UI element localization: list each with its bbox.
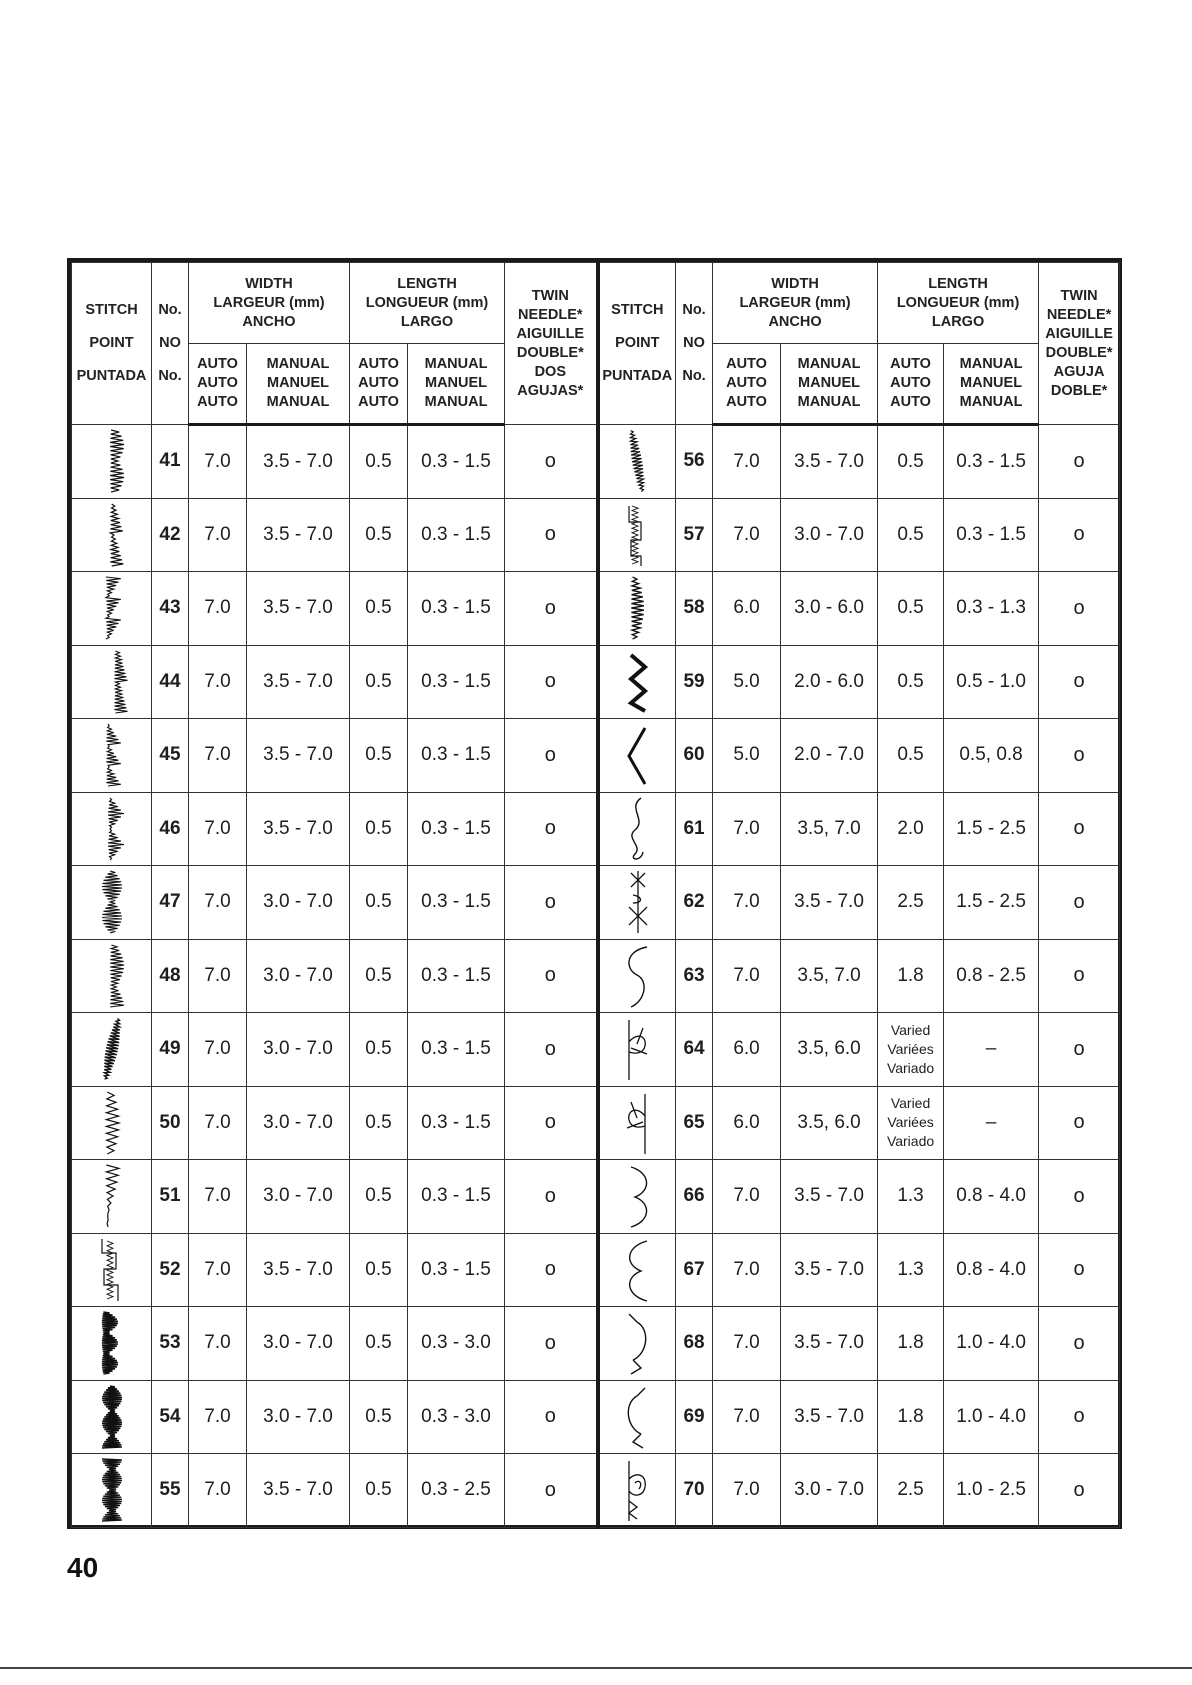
stitch-number: 66 bbox=[676, 1160, 713, 1234]
table-row bbox=[72, 1307, 1120, 1381]
width-manual: 3.5 - 7.0 bbox=[247, 792, 350, 866]
stitch-61-icon bbox=[607, 794, 667, 864]
stitch-58-icon bbox=[607, 573, 667, 643]
stitch-icon-cell bbox=[598, 1380, 676, 1454]
width-manual: 3.0 - 7.0 bbox=[781, 498, 878, 572]
width-auto: 7.0 bbox=[189, 572, 247, 646]
stitch-number: 60 bbox=[676, 719, 713, 793]
twin-needle-mark: o bbox=[505, 572, 598, 646]
width-manual: 3.5 - 7.0 bbox=[781, 1160, 878, 1234]
width-auto: 7.0 bbox=[189, 498, 247, 572]
length-auto: 0.5 bbox=[350, 1160, 408, 1234]
stitch-icon-cell bbox=[72, 1233, 152, 1307]
width-manual: 3.0 - 7.0 bbox=[247, 1380, 350, 1454]
table-row bbox=[72, 1013, 1120, 1087]
width-manual: 3.5 - 7.0 bbox=[781, 1233, 878, 1307]
stitch-icon-cell bbox=[598, 866, 676, 940]
stitch-48-icon bbox=[82, 941, 142, 1011]
width-manual: 3.0 - 7.0 bbox=[247, 1013, 350, 1087]
length-manual: 1.5 - 2.5 bbox=[944, 866, 1039, 940]
length-auto: 0.5 bbox=[350, 1013, 408, 1087]
length-auto: 0.5 bbox=[350, 1307, 408, 1381]
width-auto: 7.0 bbox=[713, 866, 781, 940]
length-auto-varied: Variado bbox=[886, 1059, 935, 1076]
stitch-icon-cell bbox=[72, 866, 152, 940]
header-length: LENGTH LONGUEUR (mm) LARGO bbox=[350, 263, 505, 344]
length-auto bbox=[878, 1086, 944, 1160]
length-manual: 0.3 - 1.5 bbox=[408, 1160, 505, 1234]
width-auto: 7.0 bbox=[713, 425, 781, 499]
table-row bbox=[72, 572, 1120, 646]
length-auto: 0.5 bbox=[350, 645, 408, 719]
width-manual: 3.5 - 7.0 bbox=[781, 1380, 878, 1454]
length-auto: 1.8 bbox=[878, 939, 944, 1013]
length-manual: 0.8 - 4.0 bbox=[944, 1160, 1039, 1234]
length-manual: – bbox=[944, 1013, 1039, 1087]
width-auto: 7.0 bbox=[713, 1233, 781, 1307]
length-manual: 0.3 - 1.5 bbox=[408, 425, 505, 499]
length-auto: 2.0 bbox=[878, 792, 944, 866]
table-row bbox=[72, 1380, 1120, 1454]
width-manual: 3.5 - 7.0 bbox=[247, 1233, 350, 1307]
width-auto: 7.0 bbox=[189, 1454, 247, 1528]
twin-needle-mark: o bbox=[505, 1013, 598, 1087]
header-width: WIDTH LARGEUR (mm) ANCHO bbox=[713, 263, 878, 344]
twin-needle-mark: o bbox=[1039, 1160, 1120, 1234]
width-auto: 7.0 bbox=[713, 1380, 781, 1454]
stitch-icon-cell bbox=[598, 498, 676, 572]
width-manual: 2.0 - 6.0 bbox=[781, 645, 878, 719]
length-auto: 2.5 bbox=[878, 866, 944, 940]
length-manual: 0.3 - 2.5 bbox=[408, 1454, 505, 1528]
stitch-icon-cell bbox=[598, 939, 676, 1013]
length-manual: 0.5 - 1.0 bbox=[944, 645, 1039, 719]
stitch-icon-cell bbox=[72, 498, 152, 572]
stitch-icon-cell bbox=[598, 1233, 676, 1307]
table-row bbox=[72, 425, 1120, 499]
width-auto: 6.0 bbox=[713, 1086, 781, 1160]
stitch-number: 61 bbox=[676, 792, 713, 866]
width-auto: 7.0 bbox=[713, 939, 781, 1013]
twin-needle-mark: o bbox=[505, 425, 598, 499]
length-auto: 0.5 bbox=[350, 1454, 408, 1528]
length-auto: 0.5 bbox=[350, 939, 408, 1013]
header-length: LENGTH LONGUEUR (mm) LARGO bbox=[878, 263, 1039, 344]
width-auto: 7.0 bbox=[189, 645, 247, 719]
width-auto: 5.0 bbox=[713, 645, 781, 719]
stitch-icon-cell bbox=[72, 1013, 152, 1087]
stitch-46-icon bbox=[82, 794, 142, 864]
width-manual: 3.5, 6.0 bbox=[781, 1013, 878, 1087]
length-manual: 0.3 - 1.5 bbox=[408, 939, 505, 1013]
table-row bbox=[72, 1160, 1120, 1234]
length-manual: 0.3 - 1.5 bbox=[408, 792, 505, 866]
length-auto: 2.5 bbox=[878, 1454, 944, 1528]
stitch-number: 48 bbox=[152, 939, 189, 1013]
width-manual: 3.5, 6.0 bbox=[781, 1086, 878, 1160]
width-manual: 3.0 - 7.0 bbox=[781, 1454, 878, 1528]
header-auto: AUTO AUTO AUTO bbox=[189, 344, 247, 425]
width-auto: 7.0 bbox=[713, 792, 781, 866]
stitch-icon-cell bbox=[72, 719, 152, 793]
stitch-64-icon bbox=[607, 1014, 667, 1084]
stitch-table bbox=[71, 262, 1120, 1528]
length-auto: 0.5 bbox=[878, 425, 944, 499]
stitch-62-icon bbox=[607, 867, 667, 937]
width-auto: 7.0 bbox=[189, 1013, 247, 1087]
length-auto: 0.5 bbox=[350, 719, 408, 793]
length-manual: – bbox=[944, 1086, 1039, 1160]
header-twin-needle: TWIN NEEDLE* AIGUILLE DOUBLE* AGUJA DOBLE* bbox=[1039, 263, 1120, 425]
stitch-number: 67 bbox=[676, 1233, 713, 1307]
header-manual: MANUAL MANUEL MANUAL bbox=[781, 344, 878, 425]
twin-needle-mark: o bbox=[505, 1454, 598, 1528]
twin-needle-mark: o bbox=[1039, 1086, 1120, 1160]
twin-needle-mark: o bbox=[1039, 1454, 1120, 1528]
length-auto: 0.5 bbox=[350, 792, 408, 866]
length-manual: 0.8 - 2.5 bbox=[944, 939, 1039, 1013]
table-row bbox=[72, 939, 1120, 1013]
stitch-number: 57 bbox=[676, 498, 713, 572]
width-manual: 3.5 - 7.0 bbox=[247, 498, 350, 572]
length-manual: 0.3 - 1.5 bbox=[408, 1013, 505, 1087]
width-manual: 3.0 - 6.0 bbox=[781, 572, 878, 646]
twin-needle-mark: o bbox=[1039, 792, 1120, 866]
twin-needle-mark: o bbox=[505, 498, 598, 572]
stitch-number: 62 bbox=[676, 866, 713, 940]
length-auto: 1.8 bbox=[878, 1380, 944, 1454]
length-auto: 0.5 bbox=[878, 719, 944, 793]
stitch-number: 44 bbox=[152, 645, 189, 719]
stitch-54-icon bbox=[82, 1382, 142, 1452]
stitch-number: 68 bbox=[676, 1307, 713, 1381]
stitch-41-icon bbox=[82, 426, 142, 496]
width-auto: 7.0 bbox=[189, 939, 247, 1013]
width-auto: 6.0 bbox=[713, 1013, 781, 1087]
twin-needle-mark: o bbox=[505, 1233, 598, 1307]
table-row bbox=[72, 792, 1120, 866]
length-manual: 1.5 - 2.5 bbox=[944, 792, 1039, 866]
width-manual: 3.5, 7.0 bbox=[781, 792, 878, 866]
width-manual: 3.0 - 7.0 bbox=[247, 1086, 350, 1160]
twin-needle-mark: o bbox=[1039, 866, 1120, 940]
length-manual: 0.3 - 1.5 bbox=[408, 866, 505, 940]
stitch-icon-cell bbox=[598, 1307, 676, 1381]
width-manual: 3.5, 7.0 bbox=[781, 939, 878, 1013]
stitch-icon-cell bbox=[598, 719, 676, 793]
length-auto: 0.5 bbox=[350, 1380, 408, 1454]
table-row bbox=[72, 1233, 1120, 1307]
stitch-number: 53 bbox=[152, 1307, 189, 1381]
stitch-icon-cell bbox=[72, 1454, 152, 1528]
table-row bbox=[72, 1454, 1120, 1528]
stitch-number: 42 bbox=[152, 498, 189, 572]
twin-needle-mark: o bbox=[1039, 572, 1120, 646]
stitch-number: 52 bbox=[152, 1233, 189, 1307]
width-manual: 3.5 - 7.0 bbox=[247, 425, 350, 499]
width-auto: 7.0 bbox=[189, 1086, 247, 1160]
stitch-63-icon bbox=[607, 941, 667, 1011]
stitch-icon-cell bbox=[72, 1307, 152, 1381]
length-auto: 0.5 bbox=[878, 498, 944, 572]
stitch-number: 64 bbox=[676, 1013, 713, 1087]
length-auto: 0.5 bbox=[350, 425, 408, 499]
stitch-number: 54 bbox=[152, 1380, 189, 1454]
stitch-icon-cell bbox=[598, 572, 676, 646]
width-auto: 7.0 bbox=[713, 1307, 781, 1381]
stitch-number: 69 bbox=[676, 1380, 713, 1454]
stitch-52-icon bbox=[82, 1235, 142, 1305]
stitch-number: 63 bbox=[676, 939, 713, 1013]
header-width: WIDTH LARGEUR (mm) ANCHO bbox=[189, 263, 350, 344]
stitch-icon-cell bbox=[598, 1013, 676, 1087]
table-row bbox=[72, 866, 1120, 940]
length-auto: 1.3 bbox=[878, 1160, 944, 1234]
width-auto: 7.0 bbox=[189, 719, 247, 793]
length-manual: 0.3 - 1.5 bbox=[408, 645, 505, 719]
stitch-icon-cell bbox=[598, 425, 676, 499]
length-auto: 0.5 bbox=[350, 572, 408, 646]
header-stitch: STITCH POINT PUNTADA bbox=[598, 263, 676, 425]
width-auto: 7.0 bbox=[189, 792, 247, 866]
width-manual: 3.5 - 7.0 bbox=[781, 866, 878, 940]
width-manual: 3.0 - 7.0 bbox=[247, 1160, 350, 1234]
width-auto: 7.0 bbox=[189, 866, 247, 940]
stitch-number: 59 bbox=[676, 645, 713, 719]
length-manual: 1.0 - 2.5 bbox=[944, 1454, 1039, 1528]
width-manual: 3.5 - 7.0 bbox=[247, 645, 350, 719]
stitch-chart bbox=[67, 258, 1122, 1529]
header-stitch: STITCH POINT PUNTADA bbox=[72, 263, 152, 425]
stitch-69-icon bbox=[607, 1382, 667, 1452]
length-manual: 0.3 - 3.0 bbox=[408, 1307, 505, 1381]
width-manual: 3.5 - 7.0 bbox=[247, 572, 350, 646]
stitch-67-icon bbox=[607, 1235, 667, 1305]
length-auto-varied: Variado bbox=[886, 1133, 935, 1150]
twin-needle-mark: o bbox=[505, 1307, 598, 1381]
length-manual: 1.0 - 4.0 bbox=[944, 1380, 1039, 1454]
length-auto: 1.8 bbox=[878, 1307, 944, 1381]
header-no: No. NO No. bbox=[152, 263, 189, 425]
page-number: 40 bbox=[67, 1552, 99, 1583]
stitch-number: 46 bbox=[152, 792, 189, 866]
stitch-51-icon bbox=[82, 1161, 142, 1231]
stitch-42-icon bbox=[82, 500, 142, 570]
header-auto: AUTO AUTO AUTO bbox=[878, 344, 944, 425]
twin-needle-mark: o bbox=[1039, 939, 1120, 1013]
header-row-top bbox=[72, 263, 1120, 344]
length-manual: 0.3 - 1.5 bbox=[408, 719, 505, 793]
width-auto: 7.0 bbox=[189, 425, 247, 499]
stitch-55-icon bbox=[82, 1455, 142, 1525]
width-manual: 3.0 - 7.0 bbox=[247, 939, 350, 1013]
length-auto: 0.5 bbox=[350, 866, 408, 940]
bottom-rule bbox=[0, 1667, 1192, 1669]
stitch-number: 41 bbox=[152, 425, 189, 499]
width-auto: 6.0 bbox=[713, 572, 781, 646]
stitch-number: 49 bbox=[152, 1013, 189, 1087]
length-auto-varied: Varied bbox=[890, 1095, 931, 1112]
stitch-45-icon bbox=[82, 720, 142, 790]
twin-needle-mark: o bbox=[1039, 425, 1120, 499]
twin-needle-mark: o bbox=[1039, 1307, 1120, 1381]
stitch-number: 47 bbox=[152, 866, 189, 940]
stitch-65-icon bbox=[607, 1088, 667, 1158]
table-row bbox=[72, 719, 1120, 793]
length-auto: 0.5 bbox=[350, 1086, 408, 1160]
stitch-56-icon bbox=[607, 426, 667, 496]
length-manual: 0.3 - 1.5 bbox=[944, 425, 1039, 499]
length-auto: 0.5 bbox=[350, 498, 408, 572]
table-row bbox=[72, 498, 1120, 572]
header-manual: MANUAL MANUEL MANUAL bbox=[408, 344, 505, 425]
length-manual: 0.8 - 4.0 bbox=[944, 1233, 1039, 1307]
length-manual: 0.3 - 1.5 bbox=[408, 498, 505, 572]
width-manual: 3.5 - 7.0 bbox=[247, 719, 350, 793]
stitch-49-icon bbox=[82, 1014, 142, 1084]
stitch-68-icon bbox=[607, 1308, 667, 1378]
length-auto-varied: Variées bbox=[887, 1114, 934, 1131]
stitch-53-icon bbox=[82, 1308, 142, 1378]
stitch-number: 65 bbox=[676, 1086, 713, 1160]
header-twin-needle: TWIN NEEDLE* AIGUILLE DOUBLE* DOS AGUJAS* bbox=[505, 263, 598, 425]
twin-needle-mark: o bbox=[1039, 645, 1120, 719]
stitch-number: 50 bbox=[152, 1086, 189, 1160]
length-auto: 0.5 bbox=[350, 1233, 408, 1307]
width-manual: 3.0 - 7.0 bbox=[247, 1307, 350, 1381]
stitch-number: 51 bbox=[152, 1160, 189, 1234]
stitch-number: 45 bbox=[152, 719, 189, 793]
width-manual: 3.0 - 7.0 bbox=[247, 866, 350, 940]
stitch-icon-cell bbox=[72, 939, 152, 1013]
stitch-47-icon bbox=[82, 867, 142, 937]
length-manual: 0.3 - 1.5 bbox=[944, 498, 1039, 572]
twin-needle-mark: o bbox=[505, 645, 598, 719]
length-auto: 0.5 bbox=[878, 572, 944, 646]
width-manual: 2.0 - 7.0 bbox=[781, 719, 878, 793]
width-manual: 3.5 - 7.0 bbox=[781, 425, 878, 499]
length-manual: 1.0 - 4.0 bbox=[944, 1307, 1039, 1381]
header-manual: MANUAL MANUEL MANUAL bbox=[247, 344, 350, 425]
stitch-number: 70 bbox=[676, 1454, 713, 1528]
length-auto: 0.5 bbox=[878, 645, 944, 719]
header-auto: AUTO AUTO AUTO bbox=[713, 344, 781, 425]
width-auto: 7.0 bbox=[189, 1380, 247, 1454]
length-manual: 0.3 - 1.3 bbox=[944, 572, 1039, 646]
width-manual: 3.5 - 7.0 bbox=[781, 1307, 878, 1381]
width-auto: 5.0 bbox=[713, 719, 781, 793]
stitch-number: 58 bbox=[676, 572, 713, 646]
width-auto: 7.0 bbox=[713, 1454, 781, 1528]
length-auto-varied: Varied bbox=[890, 1021, 931, 1038]
table-row bbox=[72, 645, 1120, 719]
stitch-number: 43 bbox=[152, 572, 189, 646]
stitch-60-icon bbox=[607, 720, 667, 790]
twin-needle-mark: o bbox=[1039, 498, 1120, 572]
stitch-number: 56 bbox=[676, 425, 713, 499]
stitch-50-icon bbox=[82, 1088, 142, 1158]
length-auto: 1.3 bbox=[878, 1233, 944, 1307]
stitch-icon-cell bbox=[598, 645, 676, 719]
stitch-44-icon bbox=[82, 647, 142, 717]
stitch-57-icon bbox=[607, 500, 667, 570]
length-manual: 0.3 - 1.5 bbox=[408, 1233, 505, 1307]
stitch-icon-cell bbox=[598, 792, 676, 866]
stitch-icon-cell bbox=[598, 1160, 676, 1234]
twin-needle-mark: o bbox=[1039, 719, 1120, 793]
stitch-icon-cell bbox=[72, 425, 152, 499]
stitch-icon-cell bbox=[72, 645, 152, 719]
stitch-icon-cell bbox=[72, 1086, 152, 1160]
twin-needle-mark: o bbox=[1039, 1380, 1120, 1454]
length-auto bbox=[878, 1013, 944, 1087]
stitch-43-icon bbox=[82, 573, 142, 643]
width-auto: 7.0 bbox=[189, 1160, 247, 1234]
twin-needle-mark: o bbox=[505, 1086, 598, 1160]
twin-needle-mark: o bbox=[505, 792, 598, 866]
stitch-59-icon bbox=[607, 647, 667, 717]
length-auto-varied: Variées bbox=[887, 1040, 934, 1057]
length-manual: 0.3 - 1.5 bbox=[408, 1086, 505, 1160]
stitch-70-icon bbox=[607, 1455, 667, 1525]
length-manual: 0.3 - 3.0 bbox=[408, 1380, 505, 1454]
width-auto: 7.0 bbox=[189, 1233, 247, 1307]
stitch-icon-cell bbox=[598, 1086, 676, 1160]
stitch-icon-cell bbox=[72, 1380, 152, 1454]
stitch-icon-cell bbox=[598, 1454, 676, 1528]
stitch-icon-cell bbox=[72, 792, 152, 866]
header-manual: MANUAL MANUEL MANUAL bbox=[944, 344, 1039, 425]
width-auto: 7.0 bbox=[713, 498, 781, 572]
header-no: No. NO No. bbox=[676, 263, 713, 425]
twin-needle-mark: o bbox=[1039, 1233, 1120, 1307]
twin-needle-mark: o bbox=[505, 866, 598, 940]
stitch-66-icon bbox=[607, 1161, 667, 1231]
length-manual: 0.3 - 1.5 bbox=[408, 572, 505, 646]
width-auto: 7.0 bbox=[189, 1307, 247, 1381]
twin-needle-mark: o bbox=[1039, 1013, 1120, 1087]
twin-needle-mark: o bbox=[505, 1380, 598, 1454]
stitch-number: 55 bbox=[152, 1454, 189, 1528]
table-row bbox=[72, 1086, 1120, 1160]
stitch-icon-cell bbox=[72, 1160, 152, 1234]
header-auto: AUTO AUTO AUTO bbox=[350, 344, 408, 425]
width-manual: 3.5 - 7.0 bbox=[247, 1454, 350, 1528]
twin-needle-mark: o bbox=[505, 719, 598, 793]
twin-needle-mark: o bbox=[505, 1160, 598, 1234]
twin-needle-mark: o bbox=[505, 939, 598, 1013]
width-auto: 7.0 bbox=[713, 1160, 781, 1234]
stitch-rows bbox=[72, 425, 1120, 1528]
length-manual: 0.5, 0.8 bbox=[944, 719, 1039, 793]
stitch-icon-cell bbox=[72, 572, 152, 646]
